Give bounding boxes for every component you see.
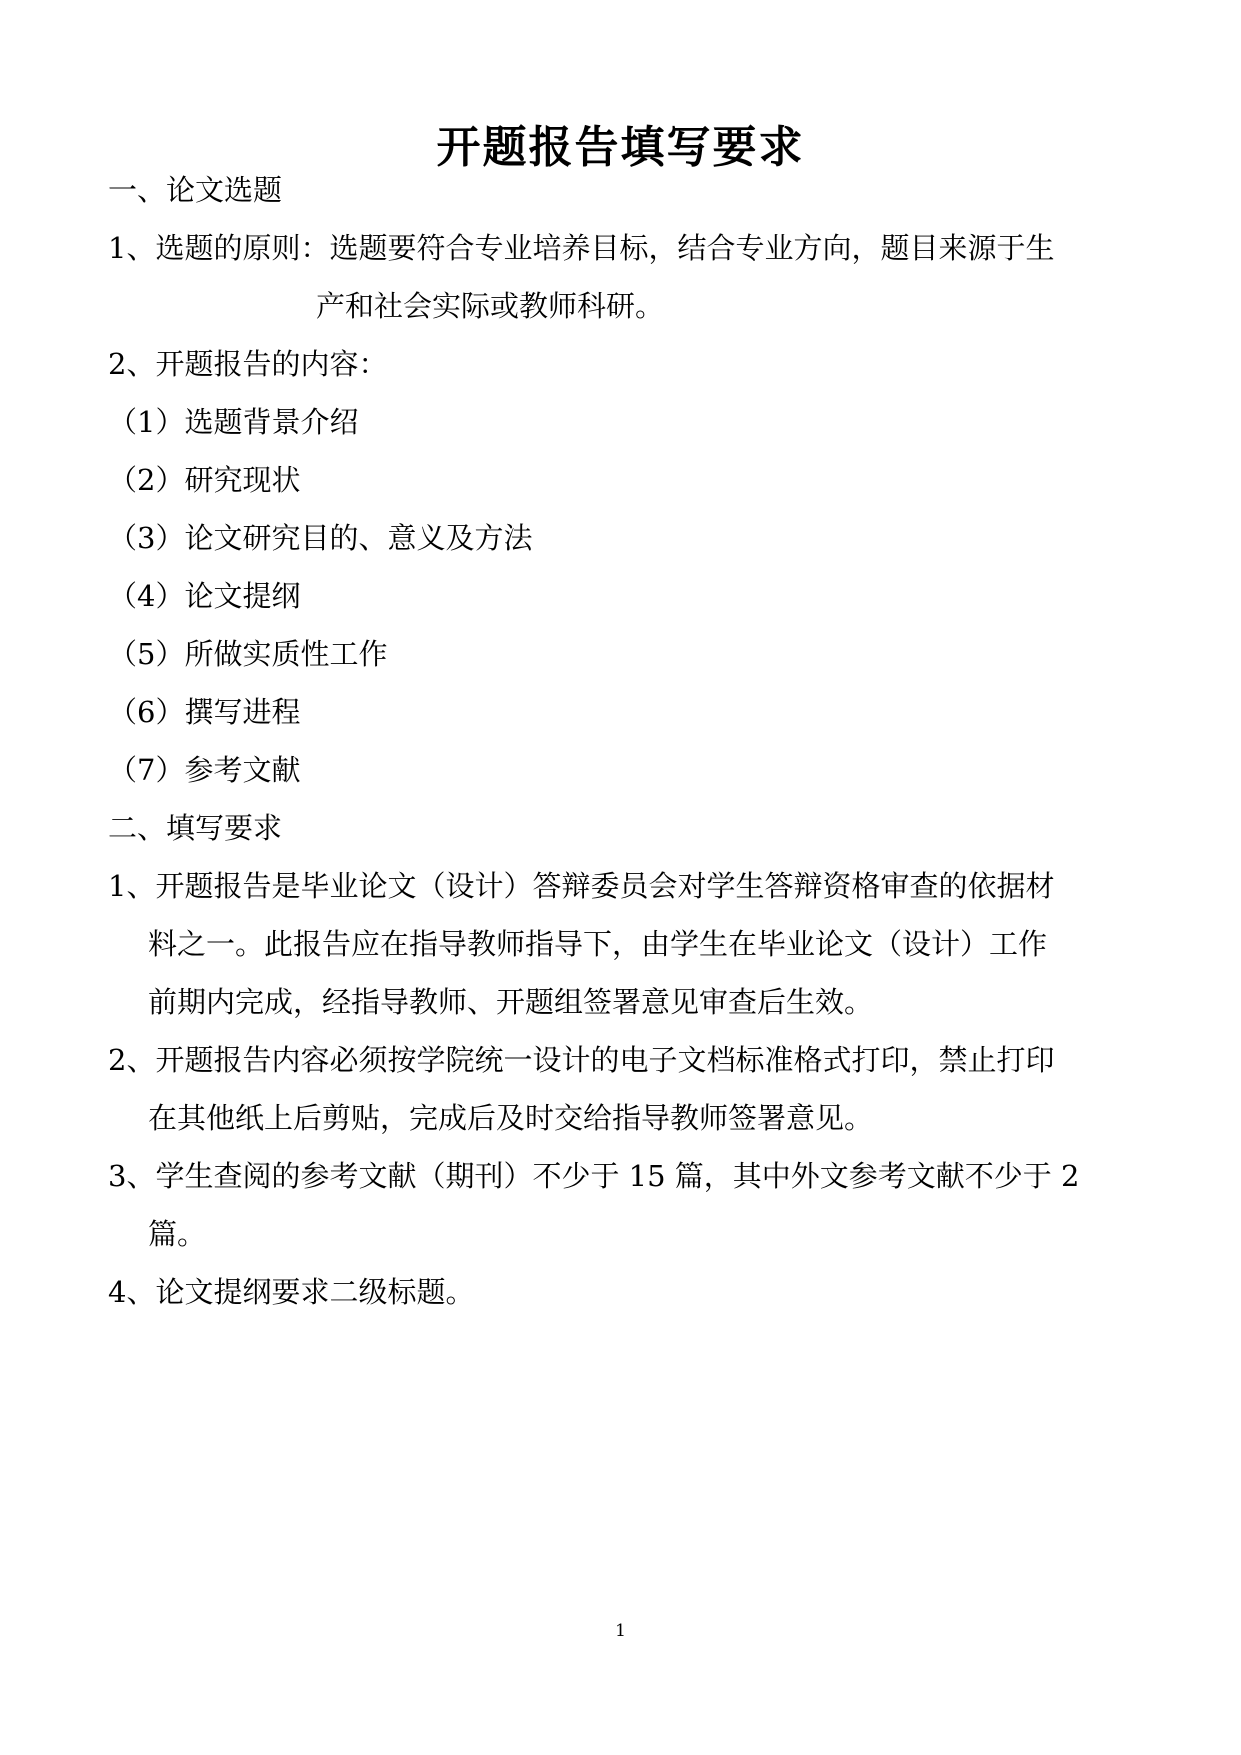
requirement-1-line-3: 前期内完成，经指导教师、开题组签署意见审查后生效。 — [148, 985, 874, 1019]
requirement-3-line-1: 3、学生查阅的参考文献（期刊）不少于 15 篇，其中外文参考文献不少于 2 — [108, 1159, 1080, 1193]
requirement-3-line-2: 篇。 — [148, 1217, 207, 1251]
topic-principle-line-2: 产和社会实际或教师科研。 — [316, 289, 665, 323]
topic-principle-line-1: 1、选题的原则：选题要符合专业培养目标，结合专业方向，题目来源于生 — [108, 231, 1055, 265]
content-item-purpose: （3）论文研究目的、意义及方法 — [108, 521, 533, 555]
content-item-work: （5）所做实质性工作 — [108, 637, 388, 671]
requirement-4: 4、论文提纲要求二级标题。 — [108, 1275, 475, 1309]
document-title: 开题报告填写要求 — [436, 122, 805, 173]
requirement-2-line-2: 在其他纸上后剪贴，完成后及时交给指导教师签署意见。 — [148, 1101, 874, 1135]
page-number: 1 — [615, 1621, 626, 1641]
content-item-references: （7）参考文献 — [108, 753, 301, 787]
content-item-background: （1）选题背景介绍 — [108, 405, 359, 439]
requirement-1-line-1: 1、开题报告是毕业论文（设计）答辩委员会对学生答辩资格审查的依据材 — [108, 869, 1055, 903]
section-heading-topic: 一、论文选题 — [108, 173, 283, 207]
report-content-heading: 2、开题报告的内容： — [108, 347, 388, 381]
section-heading-requirements: 二、填写要求 — [108, 811, 283, 845]
content-item-schedule: （6）撰写进程 — [108, 695, 301, 729]
content-item-research-status: （2）研究现状 — [108, 463, 301, 497]
requirement-1-line-2: 料之一。此报告应在指导教师指导下，由学生在毕业论文（设计）工作 — [148, 927, 1048, 961]
content-item-outline: （4）论文提纲 — [108, 579, 301, 613]
requirement-2-line-1: 2、开题报告内容必须按学院统一设计的电子文档标准格式打印，禁止打印 — [108, 1043, 1055, 1077]
